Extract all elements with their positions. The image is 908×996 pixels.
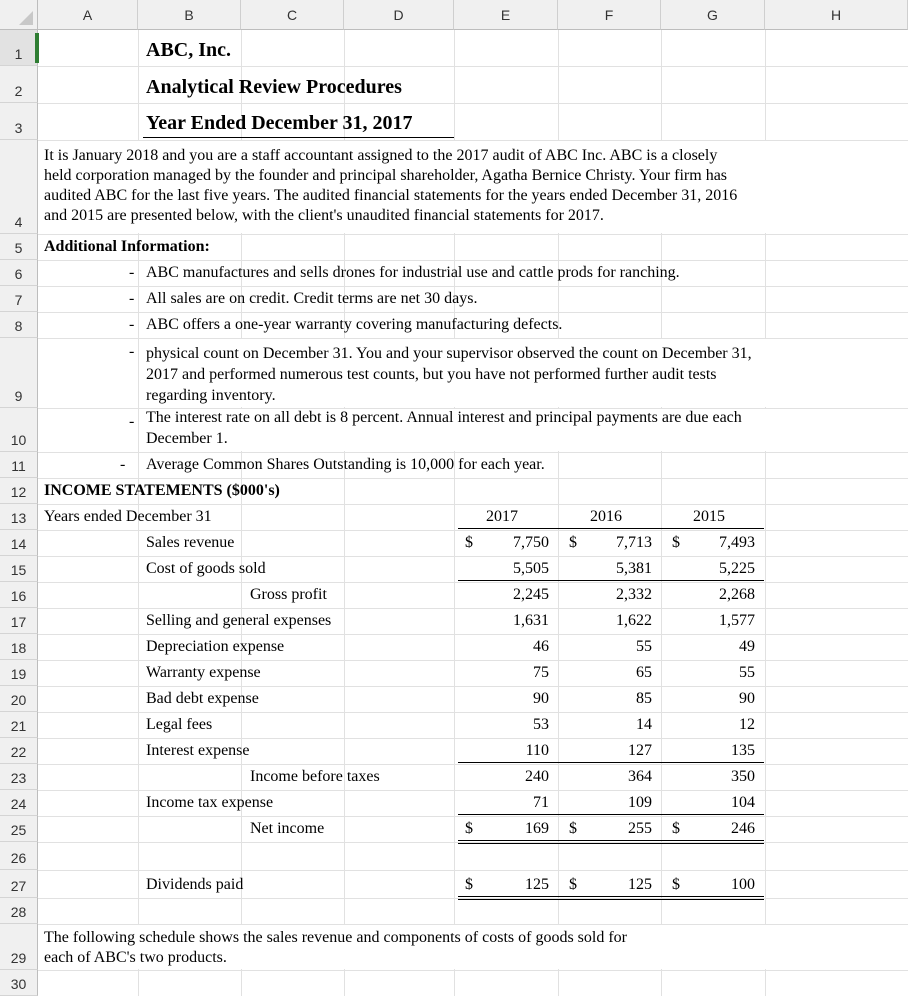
value-cell[interactable]: 55 bbox=[636, 638, 652, 655]
value-cell[interactable]: 12 bbox=[739, 716, 755, 733]
row-header[interactable]: 7 bbox=[0, 286, 38, 312]
value-cell[interactable]: 85 bbox=[636, 690, 652, 707]
row-header[interactable]: 27 bbox=[0, 870, 38, 898]
line-label-gross-profit[interactable]: Gross profit bbox=[250, 586, 327, 603]
value-cell[interactable]: 75 bbox=[533, 664, 549, 681]
row-header[interactable]: 29 bbox=[0, 924, 38, 970]
value-cell[interactable]: 90 bbox=[533, 690, 549, 707]
bullet: - bbox=[129, 413, 135, 430]
line-label-warranty[interactable]: Warranty expense bbox=[146, 664, 261, 681]
column-header-a[interactable]: A bbox=[38, 0, 138, 30]
value-cell[interactable]: 125 bbox=[525, 876, 549, 893]
line-label-income-tax[interactable]: Income tax expense bbox=[146, 794, 274, 811]
years-label[interactable]: Years ended December 31 bbox=[44, 508, 212, 525]
row-header[interactable]: 18 bbox=[0, 634, 38, 660]
line-label-interest[interactable]: Interest expense bbox=[146, 742, 250, 759]
value-cell[interactable]: 169 bbox=[525, 820, 549, 837]
row-header[interactable]: 6 bbox=[0, 260, 38, 286]
company-name[interactable]: ABC, Inc. bbox=[146, 39, 232, 61]
row-header[interactable]: 17 bbox=[0, 608, 38, 634]
column-header-d[interactable]: D bbox=[344, 0, 454, 30]
row-header[interactable]: 12 bbox=[0, 478, 38, 504]
line-label-depreciation[interactable]: Depreciation expense bbox=[146, 638, 285, 655]
row-header[interactable]: 19 bbox=[0, 660, 38, 686]
row-header[interactable]: 11 bbox=[0, 452, 38, 478]
row-header[interactable]: 9 bbox=[0, 338, 38, 408]
row-header[interactable]: 14 bbox=[0, 530, 38, 556]
intro-paragraph[interactable]: It is January 2018 and you are a staff accountant assigned to the 2017 audit of ABC Inc. ABC is a closely held corporation managed by the founder and principal shareholder, Agatha Bernice Christy. Your firm has audited ABC for the last five years. The audited financial statements for the years ended December 31, 2016 and 2015 are presented below, with the client's unaudited financial statements for 2017. bbox=[44, 147, 738, 224]
row-header[interactable]: 26 bbox=[0, 842, 38, 870]
row-header[interactable]: 25 bbox=[0, 816, 38, 842]
column-header-f[interactable]: F bbox=[558, 0, 661, 30]
column-header-h[interactable]: H bbox=[765, 0, 908, 30]
value-cell[interactable]: 2,332 bbox=[616, 586, 652, 603]
year-2017-header[interactable]: 2017 bbox=[486, 508, 518, 525]
value-cell[interactable]: 109 bbox=[628, 794, 652, 811]
value-cell[interactable]: 7,713 bbox=[616, 534, 652, 551]
info-item[interactable]: The interest rate on all debt is 8 percent. Annual interest and principal payments are due each December 1. bbox=[146, 409, 742, 447]
value-cell[interactable]: 125 bbox=[628, 876, 652, 893]
value-cell[interactable]: 255 bbox=[628, 820, 652, 837]
row-header[interactable]: 30 bbox=[0, 970, 38, 996]
info-item[interactable]: Average Common Shares Outstanding is 10,000 for each year. bbox=[146, 456, 545, 473]
row-header[interactable]: 28 bbox=[0, 898, 38, 924]
row-header[interactable]: 23 bbox=[0, 764, 38, 790]
value-cell[interactable]: 104 bbox=[731, 794, 755, 811]
year-2016-header[interactable]: 2016 bbox=[590, 508, 622, 525]
currency-symbol: $ bbox=[672, 534, 680, 551]
value-cell[interactable]: 240 bbox=[525, 768, 549, 785]
line-label-cogs[interactable]: Cost of goods sold bbox=[146, 560, 266, 577]
bullet: - bbox=[129, 264, 135, 281]
info-item[interactable]: physical count on December 31. You and your supervisor observed the count on December 31, 2017 and performed numerous test counts, but you have not performed further audit tests regarding inventory. bbox=[146, 345, 752, 404]
value-cell[interactable]: 49 bbox=[739, 638, 755, 655]
row-header[interactable]: 5 bbox=[0, 234, 38, 260]
value-cell[interactable]: 364 bbox=[628, 768, 652, 785]
value-cell[interactable]: 46 bbox=[533, 638, 549, 655]
row-header[interactable]: 16 bbox=[0, 582, 38, 608]
schedule-note[interactable]: The following schedule shows the sales revenue and components of costs of goods sold for each of ABC's two products. bbox=[44, 929, 627, 966]
row-header[interactable]: 22 bbox=[0, 738, 38, 764]
income-statement-title[interactable]: INCOME STATEMENTS ($000's) bbox=[44, 482, 280, 499]
value-cell[interactable]: 7,493 bbox=[719, 534, 755, 551]
line-label-net-income[interactable]: Net income bbox=[250, 820, 325, 837]
bullet: - bbox=[120, 456, 126, 473]
value-cell[interactable]: 2,245 bbox=[513, 586, 549, 603]
row-header[interactable]: 1 bbox=[0, 30, 38, 66]
currency-symbol: $ bbox=[672, 820, 680, 837]
report-title[interactable]: Analytical Review Procedures bbox=[146, 76, 402, 98]
row-header[interactable]: 13 bbox=[0, 504, 38, 530]
value-cell[interactable]: 135 bbox=[731, 742, 755, 759]
value-cell[interactable]: 1,577 bbox=[719, 612, 755, 629]
bullet: - bbox=[129, 316, 135, 333]
currency-symbol: $ bbox=[672, 876, 680, 893]
column-header-c[interactable]: C bbox=[241, 0, 344, 30]
row-header[interactable]: 20 bbox=[0, 686, 38, 712]
currency-symbol: $ bbox=[465, 820, 473, 837]
report-period[interactable]: Year Ended December 31, 2017 bbox=[146, 112, 413, 134]
year-2015-header[interactable]: 2015 bbox=[693, 508, 725, 525]
column-header-b[interactable]: B bbox=[138, 0, 241, 30]
bullet: - bbox=[129, 343, 135, 360]
column-header-g[interactable]: G bbox=[661, 0, 765, 30]
value-cell[interactable]: 100 bbox=[731, 876, 755, 893]
row-header[interactable]: 21 bbox=[0, 712, 38, 738]
value-cell[interactable]: 53 bbox=[533, 716, 549, 733]
line-label-selling[interactable]: Selling and general expenses bbox=[146, 612, 332, 629]
value-cell[interactable]: 55 bbox=[739, 664, 755, 681]
row-header[interactable]: 15 bbox=[0, 556, 38, 582]
currency-symbol: $ bbox=[569, 820, 577, 837]
value-cell[interactable]: 65 bbox=[636, 664, 652, 681]
info-item[interactable]: All sales are on credit. Credit terms are net 30 days. bbox=[146, 290, 478, 307]
currency-symbol: $ bbox=[465, 876, 473, 893]
line-label-bad-debt[interactable]: Bad debt expense bbox=[146, 690, 259, 707]
row-header[interactable]: 8 bbox=[0, 312, 38, 338]
line-label-income-before-taxes[interactable]: Income before taxes bbox=[250, 768, 380, 785]
row-header[interactable]: 10 bbox=[0, 408, 38, 452]
value-cell[interactable]: 127 bbox=[628, 742, 652, 759]
row-header[interactable]: 24 bbox=[0, 790, 38, 816]
currency-symbol: $ bbox=[465, 534, 473, 551]
info-item[interactable]: ABC offers a one-year warranty covering manufacturing defects. bbox=[146, 316, 563, 333]
value-cell[interactable]: 110 bbox=[525, 742, 549, 759]
value-cell[interactable]: 90 bbox=[739, 690, 755, 707]
line-label-sales[interactable]: Sales revenue bbox=[146, 534, 235, 551]
info-item[interactable]: ABC manufactures and sells drones for industrial use and cattle prods for ranching. bbox=[146, 264, 680, 281]
value-cell[interactable]: 246 bbox=[731, 820, 755, 837]
line-label-dividends[interactable]: Dividends paid bbox=[146, 876, 244, 893]
value-cell[interactable]: 1,622 bbox=[616, 612, 652, 629]
row-header[interactable]: 4 bbox=[0, 140, 38, 234]
value-cell[interactable]: 2,268 bbox=[719, 586, 755, 603]
value-cell[interactable]: 350 bbox=[731, 768, 755, 785]
value-cell[interactable]: 1,631 bbox=[513, 612, 549, 629]
value-cell[interactable]: 5,381 bbox=[616, 560, 652, 577]
selected-cell-indicator bbox=[35, 33, 39, 63]
value-cell[interactable]: 71 bbox=[533, 794, 549, 811]
value-cell[interactable]: 5,505 bbox=[513, 560, 549, 577]
currency-symbol: $ bbox=[569, 876, 577, 893]
select-all-corner[interactable] bbox=[0, 0, 38, 30]
row-header[interactable]: 2 bbox=[0, 66, 38, 103]
column-header-e[interactable]: E bbox=[454, 0, 558, 30]
row-header[interactable]: 3 bbox=[0, 103, 38, 140]
bullet: - bbox=[129, 290, 135, 307]
value-cell[interactable]: 14 bbox=[636, 716, 652, 733]
currency-symbol: $ bbox=[569, 534, 577, 551]
value-cell[interactable]: 7,750 bbox=[513, 534, 549, 551]
line-label-legal[interactable]: Legal fees bbox=[146, 716, 213, 733]
value-cell[interactable]: 5,225 bbox=[719, 560, 755, 577]
additional-info-heading[interactable]: Additional Information: bbox=[44, 238, 210, 255]
